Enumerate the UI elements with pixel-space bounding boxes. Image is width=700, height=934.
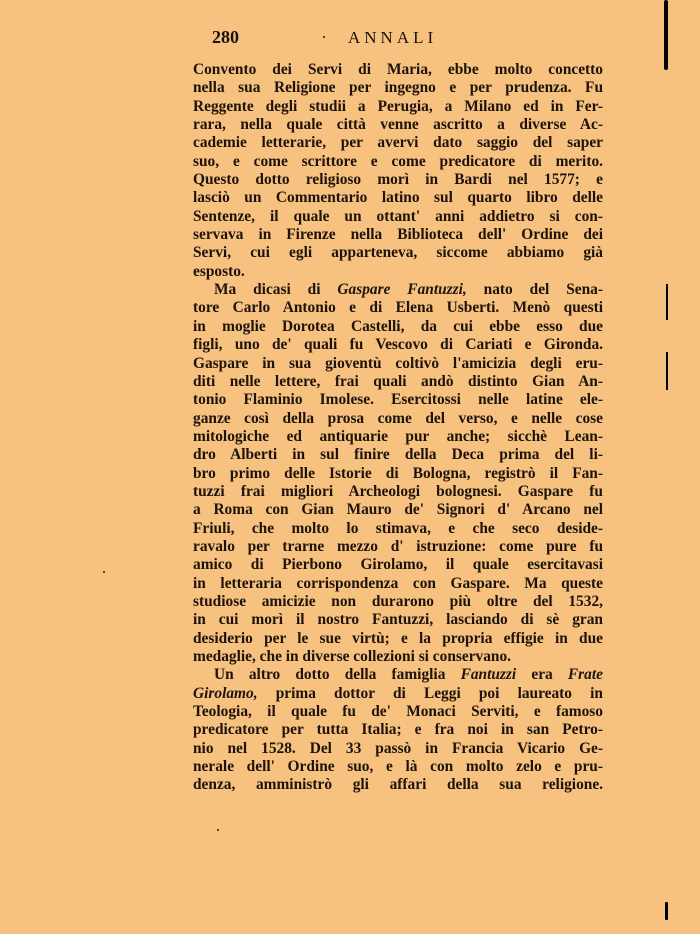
text-line: ravalo per trarne mezzo d' istruzione: come pure fu <box>193 537 603 555</box>
page-number: 280 <box>212 27 239 47</box>
text-line <box>193 685 603 703</box>
text-line: ganze così della prosa come del verso, e nelle cose <box>193 409 603 427</box>
body-text <box>193 61 603 795</box>
text-line: in moglie Dorotea Castelli, da cui ebbe esso due <box>193 317 603 335</box>
text-line: desiderio per le sue virtù; e la propria effigie in due <box>193 629 603 647</box>
text-line: esposto. <box>193 262 245 280</box>
text-line: nerale dell' Ordine suo, e là con molto zelo e pru- <box>193 758 603 776</box>
text-line: Reggente degli studii a Perugia, a Milano ed in Fer- <box>193 97 603 115</box>
text-line: amico di Pierbono Girolamo, il quale esercitavasi <box>193 556 603 574</box>
paragraph-start-line <box>193 281 603 299</box>
text-line: a Roma con Gian Mauro de' Signori d' Arcano nel <box>193 501 603 519</box>
text-run: Un altro dotto della famiglia <box>214 666 446 684</box>
text-line: cademie letterarie, per avervi dato saggio del saper <box>193 134 603 152</box>
text-line: denza, amministrò gli affari della sua religione. <box>193 776 603 794</box>
text-line: dro Alberti in sul finire della Deca prima del li- <box>193 446 603 464</box>
text-line: Teologia, il quale fu de' Monaci Serviti, e famoso <box>193 703 603 721</box>
text-line: Servi, cui egli apparteneva, siccome abbiamo già <box>193 244 603 262</box>
text-line: diti nelle lettere, frai quali andò distinto Gian An- <box>193 372 603 390</box>
text-line: predicatore per tutta Italia; e fra noi in san Petro- <box>193 721 603 739</box>
paper-speck <box>323 36 325 38</box>
text-run: nato del Sena- <box>483 281 603 299</box>
family-name-italic: Fantuzzi <box>460 666 517 684</box>
text-line: Convento dei Servi di Maria, ebbe molto concetto <box>193 61 603 78</box>
text-line: medaglie, che in diverse collezioni si conservano. <box>193 648 512 665</box>
text-line: figli, uno de' quali fu Vescovo di Cariati e Gironda. <box>193 336 603 354</box>
text-line: in cui morì il nostro Fantuzzi, lasciando di sè gran <box>193 611 603 629</box>
text-line: tore Carlo Antonio e di Elena Usberti. Menò questi <box>193 299 603 317</box>
text-line: nio nel 1528. Del 33 passò in Francia Vicario Ge- <box>193 739 603 757</box>
scan-edge-mark <box>665 902 668 920</box>
scan-edge-mark <box>664 0 668 70</box>
text-line: studiose amicizie non durarono più oltre del 1532, <box>193 592 603 610</box>
running-head: ANNALI <box>348 28 438 47</box>
text-run: prima dottor di Leggi poi laureato in <box>275 684 603 702</box>
text-run: era <box>531 666 553 684</box>
text-line: rara, nella quale città venne ascritto a diverse Ac- <box>193 116 603 134</box>
text-line: servava in Firenze nella Biblioteca dell' Ordine dei <box>193 226 603 244</box>
paper-speck <box>103 571 105 573</box>
paper-speck <box>217 829 219 831</box>
title-italic: Frate <box>567 666 603 684</box>
text-line: Sentenze, il quale un ottant' anni addietro si con- <box>193 207 603 225</box>
page-header <box>212 27 602 51</box>
scan-edge-mark <box>666 352 668 390</box>
text-line: nella sua Religione per ingegno e per prudenza. Fu <box>193 79 603 97</box>
person-name-italic: Girolamo, <box>193 684 258 702</box>
paragraph-start-line <box>193 666 603 684</box>
text-line: mitologiche ed antiquarie pur anche; sicchè Lean- <box>193 427 603 445</box>
scan-edge-mark <box>666 284 668 320</box>
text-line: suo, e come scrittore e come predicatore di merito. <box>193 152 603 170</box>
text-line: lasciò un Commentario latino sul quarto libro delle <box>193 189 603 207</box>
text-line: Gaspare in sua gioventù coltivò l'amicizia degli eru- <box>193 354 603 372</box>
person-name-italic: Gaspare Fantuzzi, <box>337 281 467 299</box>
text-line: tuzzi frai migliori Archeologi bolognesi. Gaspare fu <box>193 482 603 500</box>
text-run: Ma dicasi di <box>214 281 321 299</box>
text-line: Friuli, che molto lo stimava, e che seco deside- <box>193 519 603 537</box>
text-line: tonio Flaminio Imolese. Esercitossi nelle latine ele- <box>193 391 603 409</box>
text-line: bro primo delle Istorie di Bologna, registrò il Fan- <box>193 464 603 482</box>
text-line: Questo dotto religioso morì in Bardi nel 1577; e <box>193 171 603 189</box>
text-line: in letteraria corrispondenza con Gaspare. Ma queste <box>193 574 603 592</box>
